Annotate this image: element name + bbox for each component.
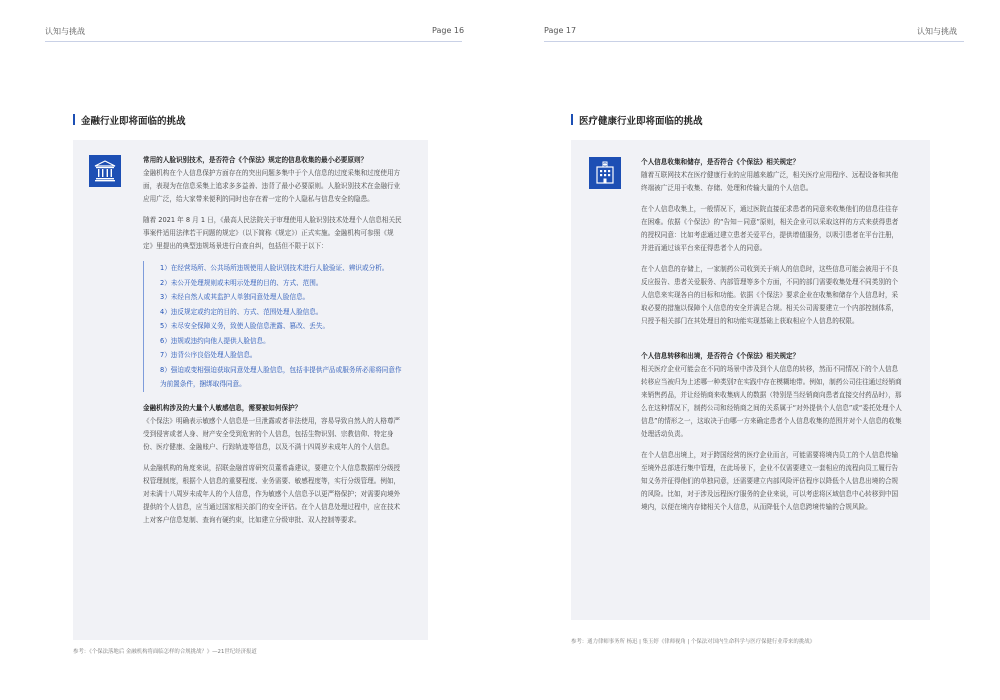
paragraph: 从金融机构的角度来说，招联金融首席研究员董希淼建议，要建立个人信息数据库分级授权管理制度，根据个人信息的重要程度、业务需要、敏感程度等，实行分级管理。例如，对未满十八周岁未成年人的个人信息，作为敏感个人信息予以更严格保护；对需要向境外提供的个人信息，应当通过国家相关部门的安全评估。在个人信息处理过程中，应在技术上对客户信息复制、查询有硬约束，比如建立分级审批、双人控制等要求。 [143,463,401,524]
content-panel [73,140,428,640]
page-number: Page 16 [432,26,465,35]
question-heading: 个人信息收集和储存，是否符合《个保法》相关规定？ [641,158,800,166]
running-header-title: 认知与挑战 [45,27,85,36]
content-panel [571,140,930,620]
header-divider [544,41,964,42]
section-title: 金融行业即将面临的挑战 [73,113,186,127]
paragraph: 在个人信息的存储上，一家制药公司收到关于病人的信息时，这些信息可能会被用于不良反应报告、患者关爱服务、内部管理等多个方面，不同的部门需要收集处理不同类别的个人信息来实现各自的目标和功能。依据《个保法》要求企业在收集和储存个人信息时，采取必要的措施以保障个人信息的安全并满足合规。相关公司需要建立一个内部控制体系，只授予相关部门在其处理目的和功能实现基础上获取相应个人信息的权限。 [641,265,899,325]
paragraph: 在个人信息出境上，对于跨国经营的医疗企业而言，可能需要将境内员工的个人信息传输至境外总部进行集中管理，在此场景下，企业不仅需要建立一套相应的流程向员工履行告知义务并征得他们的单独同意，还需要建立内部风险评估程序以降低个人信息出境的合规的风险。比如，对于涉及远程医疗服务的企业来说，可以考虑将区域信息中心转移到中国境内，以便在境内存储相关个人信息，从而降低个人信息跨境传输的合规风险。 [641,451,899,511]
paragraph: 在个人信息收集上，一般情况下，通过医院直接征求患者的同意来收集他们的信息往往存在困难。依据《个保法》的“告知－同意”原则，相关企业可以采取这样的方式来获得患者的授权同意：比如考虑通过建立患者关爱平台，提供增值服务，以吸引患者在平台注册，并进而通过该平台来征得患者个人的同意。 [641,205,899,252]
list-item: 4）违反规定或约定的目的、方式、范围处理人脸信息。 [160,307,323,316]
section-title: 医疗健康行业即将面临的挑战 [571,113,703,127]
running-header-title: 认知与挑战 [917,27,957,36]
text-column [143,154,403,535]
question-heading: 个人信息转移和出境，是否符合《个保法》相关规定？ [641,352,800,360]
footnote: 参考：《个保法落地后 金融机构将面临怎样的合规挑战？》—21世纪经济报道 [73,649,257,655]
paragraph: 随着 2021 年 8 月 1 日，《最高人民法院关于审理使用人脸识别技术处理个人信息相关民事案件适用法律若干问题的规定》（以下简称《规定》）正式实施。金融机构可参照《规定》里提出的典型违规场景进行自查自纠，包括但不限于以下： [143,216,402,250]
list-item: 7）违背公序良俗处理人脸信息。 [160,351,257,359]
hospital-icon [589,157,621,189]
list-item: 1）在经营场所、公共场所违规使用人脸识别技术进行人脸验证、辨识或分析。 [160,264,389,272]
paragraph: 金融机构在个人信息保护方面存在的突出问题多集中于个人信息的过度采集和过度使用方面，表现为在信息采集上追求多多益善、违背了最小必要原则。人脸识别技术在金融行业应用广泛，给大家带来便利的同时也存在着一定的个人隐私与信息安全的隐患。 [143,169,401,203]
paragraph: 《个保法》明确表示敏感个人信息是一旦泄露或者非法使用，容易导致自然人的人格尊严受到侵害或者人身、财产安全受到危害的个人信息，包括生物识别、宗教信仰、特定身份、医疗健康、金融账户、行踪轨迹等信息，以及不满十四周岁未成年人的个人信息。 [143,416,401,451]
question-heading: 常用的人脸识别技术，是否符合《个保法》规定的信息收集的最小必要原则？ [143,156,368,164]
list-item: 6）违规或违约向他人提供人脸信息。 [160,336,270,345]
list-item: 8）强迫或变相强迫获取同意处理人脸信息，包括非提供产品或服务所必需将同意作为前置条件，捆绑取得同意。 [160,365,402,388]
header-divider [45,41,462,42]
violation-list [143,261,403,392]
question-heading: 金融机构涉及的大量个人敏感信息，需要被如何保护？ [143,403,302,412]
paragraph: 相关医疗企业可能会在不同的场景中涉及到个人信息的转移，然而不同情况下的个人信息转移应当被归为上述哪一种类别?在实践中存在模糊地带。例如，制药公司往往通过经销商来销售药品，并让经销商来收集病人的数据（特别是当经销商向患者直接交付药品时），那么在这种情况下，制药公司和经销商之间的关系属于“对外提供个人信息”或“委托处理个人信息”的情形之一，这取决于由哪一方来确定患者个人信息收集的范围并对个人信息的收集处理活动负责。 [641,365,902,438]
list-item: 3）未经自然人或其监护人单独同意处理人脸信息。 [160,293,310,301]
list-item: 2）未公开处理规则或未明示处理的目的、方式、范围。 [160,278,323,287]
footnote: 参考：通力律师事务所 杨迅 | 集玉婷《律师视角 | 个保法对国内生命科学与医疗保健行业带来的挑战》 [571,639,815,645]
bank-icon [89,155,121,187]
paragraph: 随着互联网技术在医疗健康行业的应用越来越广泛，相关医疗应用程序、远程设备和其他终端被广泛用于收集、存储、处理和传输大量的个人信息。 [641,171,899,192]
page-number: Page 17 [544,26,577,35]
page-17 [500,0,1000,700]
list-item: 5）未尽安全保障义务，致使人脸信息泄露、篡改、丢失。 [160,322,330,330]
text-column [641,156,903,522]
